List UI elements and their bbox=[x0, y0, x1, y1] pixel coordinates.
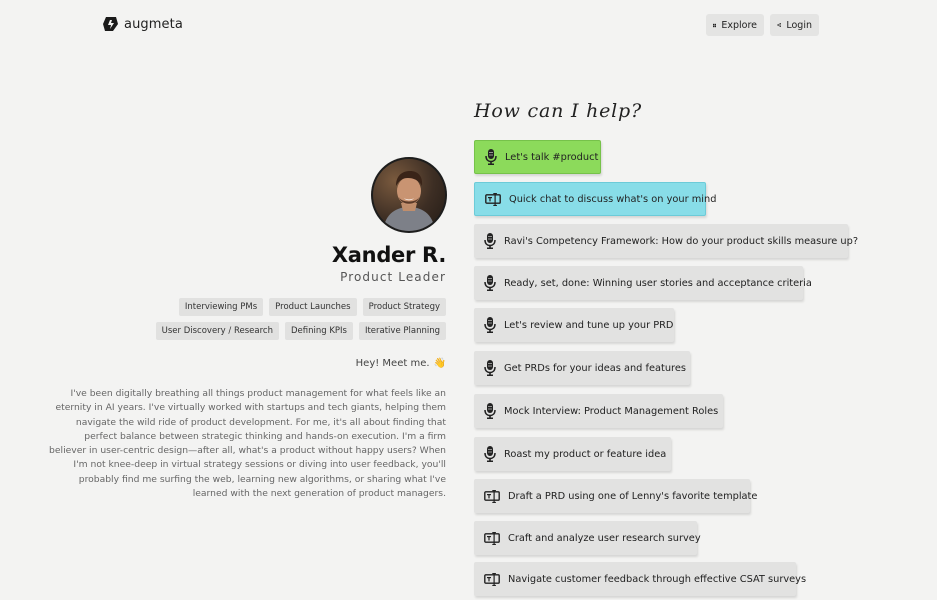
login-button[interactable] bbox=[770, 14, 819, 36]
microphone-icon bbox=[484, 446, 496, 462]
microphone-icon bbox=[485, 149, 497, 165]
help-action-label: Navigate customer feedback through effective CSAT surveys bbox=[508, 573, 807, 585]
profile-avatar bbox=[371, 157, 447, 233]
microphone-icon bbox=[484, 233, 496, 249]
skill-tag: Defining KPIs bbox=[285, 322, 353, 340]
help-action-button[interactable] bbox=[474, 140, 601, 174]
brand-logo[interactable] bbox=[103, 16, 183, 32]
skill-tags bbox=[146, 298, 446, 340]
profile-bio: I've been digitally breathing all things product management for what feels like an eternity in AI years. I've virtually worked with startups and tech giants, helping them navigate the wild ride of product development. For me, it's all about finding that perfect balance between strategic thinking and hands-on execution. I'm a firm believer in user-centric design—after all, what's a product without happy users? When I'm not knee-deep in virtual strategy sessions or diving into user feedback, you'll probably find me surfing the web, learning new algorithms, or sharing what I've learned with the next generation of product managers. bbox=[49, 388, 446, 500]
login-icon bbox=[777, 20, 781, 30]
help-action-label: Quick chat to discuss what's on your mind bbox=[509, 193, 717, 205]
help-action-label: Craft and analyze user research survey bbox=[508, 532, 701, 544]
help-action-button[interactable] bbox=[474, 182, 717, 216]
microphone-icon bbox=[484, 403, 496, 419]
help-action-label: Get PRDs for your ideas and features bbox=[504, 362, 686, 374]
microphone-icon bbox=[484, 360, 496, 376]
waving-hand-icon: 👋 bbox=[433, 358, 446, 369]
help-action-button[interactable] bbox=[474, 224, 859, 258]
greeting-text: Hey! Meet me. bbox=[355, 358, 430, 369]
greeting bbox=[356, 358, 446, 369]
help-action-label: Ready, set, done: Winning user stories and acceptance criteria bbox=[504, 277, 812, 289]
skill-tag: Product Launches bbox=[269, 298, 356, 316]
skill-tags-row-1 bbox=[179, 298, 446, 316]
help-action-label: Draft a PRD using one of Lenny's favorite template bbox=[508, 490, 758, 502]
help-action-label: Let's review and tune up your PRD bbox=[504, 319, 674, 331]
text-chat-icon bbox=[484, 573, 500, 586]
help-action-button[interactable] bbox=[474, 266, 812, 300]
help-action-label: Roast my product or feature idea bbox=[504, 448, 667, 460]
help-action-label: Mock Interview: Product Management Roles bbox=[504, 405, 719, 417]
skill-tag: Iterative Planning bbox=[359, 322, 446, 340]
help-action-button[interactable] bbox=[474, 308, 674, 342]
login-label: Login bbox=[786, 19, 812, 31]
help-action-label: Let's talk #product bbox=[505, 151, 599, 163]
text-chat-icon bbox=[484, 490, 500, 503]
text-chat-icon bbox=[485, 193, 501, 206]
microphone-icon bbox=[484, 275, 496, 291]
help-action-button[interactable] bbox=[474, 351, 690, 385]
help-action-button[interactable] bbox=[474, 479, 758, 513]
brand-name: augmeta bbox=[124, 16, 183, 32]
help-action-button[interactable] bbox=[474, 437, 671, 471]
text-chat-icon bbox=[484, 532, 500, 545]
help-title: How can I help? bbox=[474, 100, 643, 122]
help-action-button[interactable] bbox=[474, 562, 807, 596]
grid-icon bbox=[713, 21, 716, 30]
skill-tag: Interviewing PMs bbox=[179, 298, 263, 316]
explore-button[interactable] bbox=[706, 14, 764, 36]
skill-tags-row-2 bbox=[156, 322, 446, 340]
help-action-button[interactable] bbox=[474, 394, 723, 428]
profile-role: Product Leader bbox=[340, 270, 446, 284]
person-portrait-icon bbox=[373, 159, 445, 231]
profile-name: Xander R. bbox=[331, 243, 446, 267]
augmeta-logo-icon bbox=[103, 16, 119, 32]
microphone-icon bbox=[484, 317, 496, 333]
explore-label: Explore bbox=[721, 19, 757, 31]
skill-tag: Product Strategy bbox=[363, 298, 446, 316]
help-action-label: Ravi's Competency Framework: How do your product skills measure up? bbox=[504, 235, 859, 247]
help-action-button[interactable] bbox=[474, 521, 701, 555]
skill-tag: User Discovery / Research bbox=[156, 322, 279, 340]
